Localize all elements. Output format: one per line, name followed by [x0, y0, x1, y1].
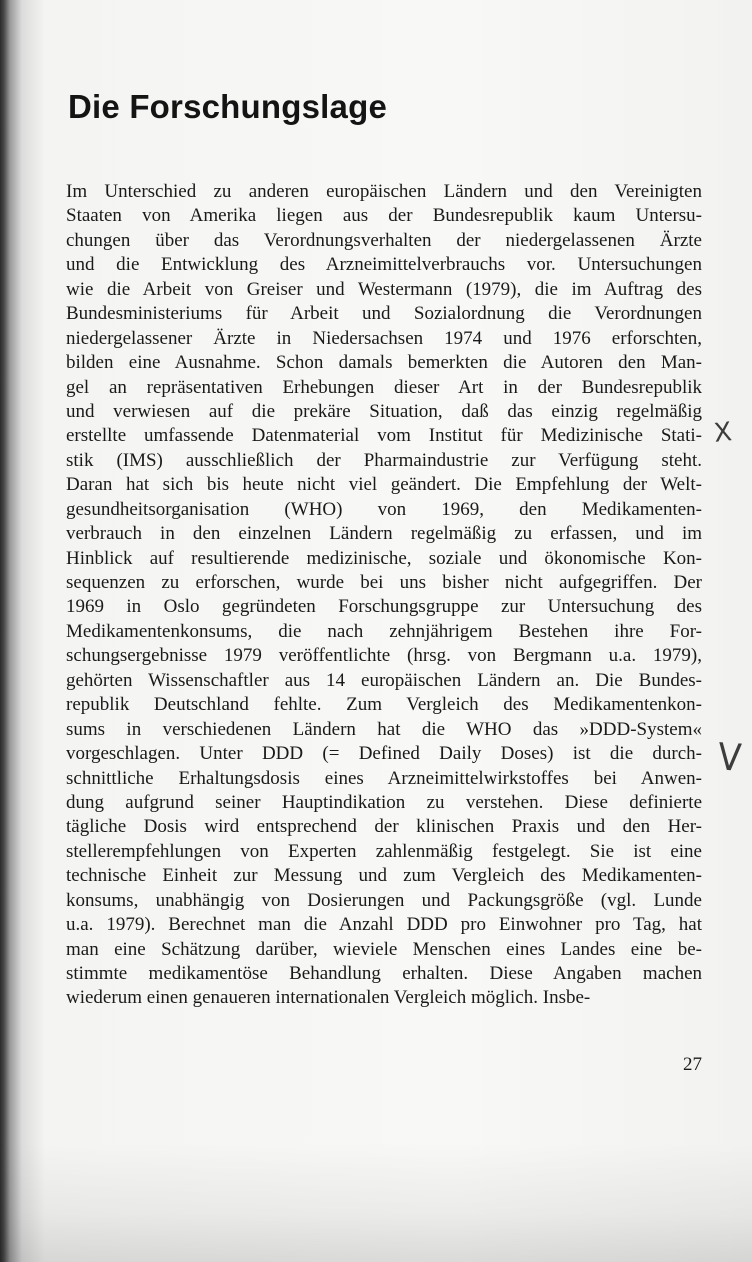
text-line: Staaten von Amerika liegen aus der Bundesrepublik kaum Untersu- [66, 205, 702, 227]
text-line: dung aufgrund seiner Hauptindikation zu verstehen. Diese definierte [66, 791, 702, 813]
page-number: 27 [683, 1054, 702, 1075]
text-line: schungsergebnisse 1979 veröffentlichte (hrsg. von Bergmann u.a. 1979), [66, 645, 702, 667]
text-line: stik (IMS) ausschließlich der Pharmaindustrie zur Verfügung steht. [66, 449, 702, 471]
text-line: bilden eine Ausnahme. Schon damals bemerkten die Autoren den Man- [66, 352, 702, 374]
text-line: verbrauch in den einzelnen Ländern regelmäßig zu erfassen, und im [66, 523, 702, 545]
text-line: gehörten Wissenschaftler aus 14 europäischen Ländern an. Die Bundes- [66, 669, 702, 691]
text-line: 1969 in Oslo gegründeten Forschungsgruppe zur Untersuchung des [66, 596, 702, 618]
text-line: gel an repräsentativen Erhebungen dieser Art in der Bundesrepublik [66, 376, 702, 398]
text-line: wiederum einen genaueren internationalen Vergleich möglich. Insbe- [66, 987, 591, 1009]
text-line: u.a. 1979). Berechnet man die Anzahl DDD pro Einwohner pro Tag, hat [66, 914, 702, 936]
text-line: und verwiesen auf die prekäre Situation, daß das einzig regelmäßig [66, 400, 702, 422]
margin-mark-x: X [712, 417, 734, 449]
text-line: wie die Arbeit von Greiser und Westermann (1979), die im Auftrag des [66, 278, 702, 300]
text-line: erstellte umfassende Datenmaterial vom Institut für Medizinische Stati- [66, 425, 702, 447]
page-title: Die Forschungslage [68, 88, 388, 125]
text-line: sequenzen zu erforschen, wurde bei uns bisher nicht aufgegriffen. Der [66, 572, 702, 593]
page-shadow [0, 1142, 752, 1262]
text-line: sums in verschiedenen Ländern hat die WHO das »DDD-System« [66, 718, 702, 740]
text-line: Im Unterschied zu anderen europäischen Ländern und den Vereinigten [66, 181, 702, 202]
margin-mark-v: V [716, 735, 743, 781]
text-line: Bundesministeriums für Arbeit und Sozialordnung die Verordnungen [66, 303, 702, 325]
text-line: und die Entwicklung des Arzneimittelverbrauchs vor. Untersuchungen [66, 254, 702, 276]
text-line: republik Deutschland fehlte. Zum Vergleich des Medikamentenkon- [66, 694, 702, 716]
text-line: gesundheitsorganisation (WHO) von 1969, den Medikamenten- [66, 498, 702, 520]
text-line: stimmte medikamentöse Behandlung erhalten. Diese Angaben machen [66, 963, 702, 984]
text-line: schnittliche Erhaltungsdosis eines Arzneimittelwirkstoffes bei Anwen- [66, 767, 702, 789]
text-line: man eine Schätzung darüber, wieviele Menschen eines Landes eine be- [66, 938, 702, 960]
body-text [66, 180, 702, 1011]
text-line: vorgeschlagen. Unter DDD (= Defined Daily Doses) ist die durch- [66, 743, 702, 765]
text-line: technische Einheit zur Messung und zum Vergleich des Medikamenten- [66, 865, 702, 887]
text-line: chungen über das Verordnungsverhalten der niedergelassenen Ärzte [66, 229, 702, 251]
text-line: stellerempfehlungen von Experten zahlenmäßig festgelegt. Sie ist eine [66, 840, 702, 862]
text-line: tägliche Dosis wird entsprechend der klinischen Praxis und den Her- [66, 816, 702, 838]
text-line: Daran hat sich bis heute nicht viel geändert. Die Empfehlung der Welt- [66, 474, 702, 496]
text-line: Hinblick auf resultierende medizinische, soziale und ökonomische Kon- [66, 547, 702, 569]
text-line: Medikamentenkonsums, die nach zehnjährigem Bestehen ihre For- [66, 620, 702, 642]
text-line: niedergelassener Ärzte in Niedersachsen 1974 und 1976 erforschten, [66, 327, 702, 349]
text-line: konsums, unabhängig von Dosierungen und Packungsgröße (vgl. Lunde [66, 889, 702, 911]
